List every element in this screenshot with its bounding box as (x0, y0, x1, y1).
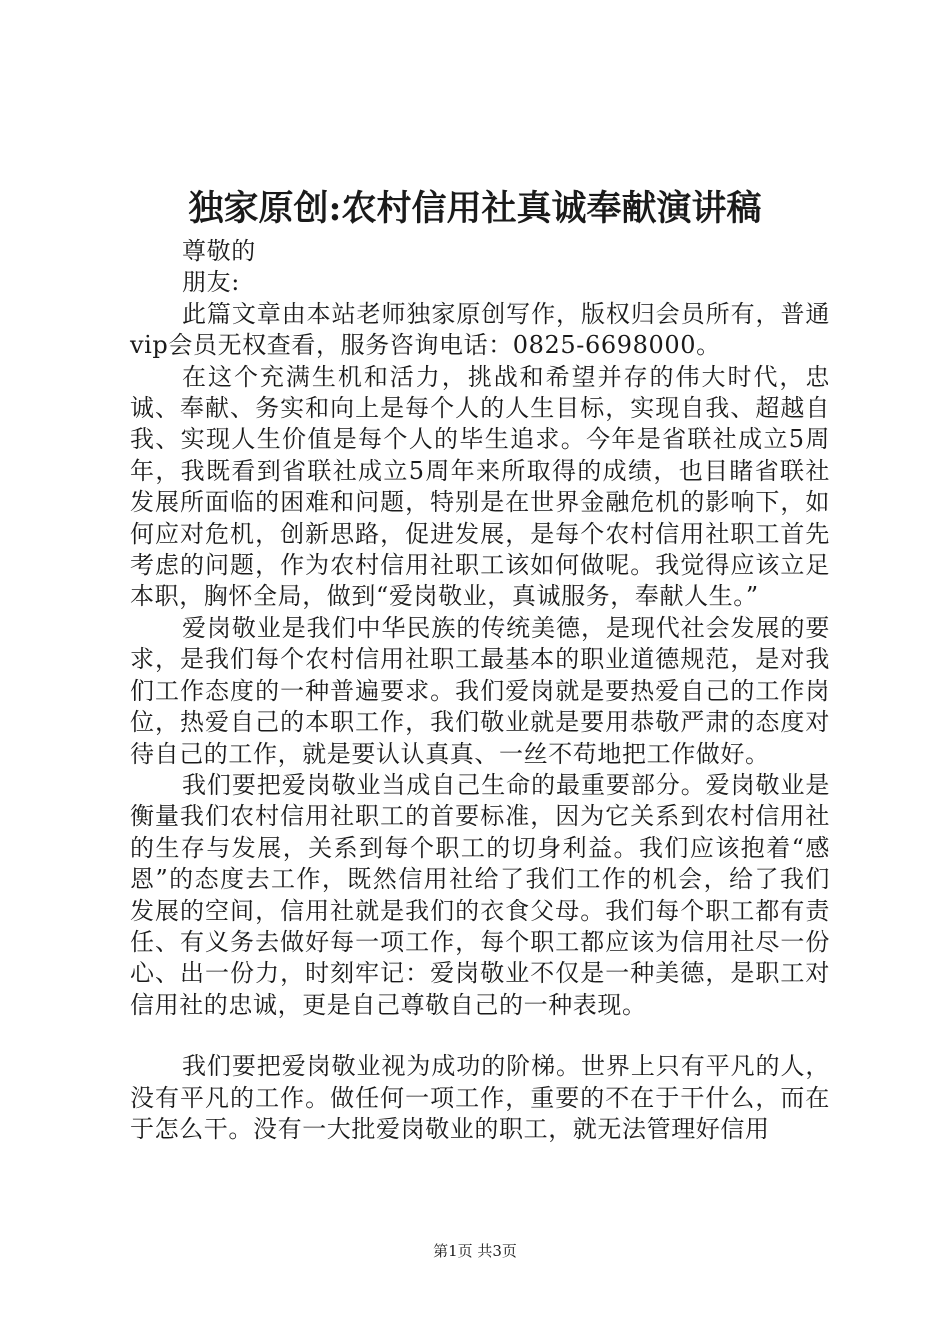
paragraph-intro: 在这个充满生机和活力，挑战和希望并存的伟大时代，忠诚、奉献、务实和向上是每个人的人生目标，实现自我、超越自我、实现人生价值是每个人的毕生追求。今年是省联社成立5周年，我既看到省联社成立5周年来所取得的成绩，也目睹省联社发展所面临的困难和问题，特别是在世界金融危机的影响下，如何应对危机，创新思路，促进发展，是每个农村信用社职工首先考虑的问题，作为农村信用社职工该如何做呢。我觉得应该立足本职，胸怀全局，做到“爱岗敬业，真诚服务，奉献人生。” (130, 362, 830, 611)
paragraph-life-part: 我们要把爱岗敬业当成自己生命的最重要部分。爱岗敬业是衡量我们农村信用社职工的首要标准，因为它关系到农村信用社的生存与发展，关系到每个职工的切身利益。我们应该抱着“感恩”的态度去工作，既然信用社给了我们工作的机会，给了我们发展的空间，信用社就是我们的衣食父母。我们每个职工都有责任、有义务去做好每一项工作，每个职工都应该为信用社尽一份心、出一份力，时刻牢记：爱岗敬业不仅是一种美德，是职工对信用社的忠诚，更是自己尊敬自己的一种表现。 (130, 770, 830, 1019)
salutation-line-1: 尊敬的 (182, 237, 256, 265)
salutation-line-2: 朋友: (182, 268, 240, 297)
paragraph-success-ladder: 我们要把爱岗敬业视为成功的阶梯。世界上只有平凡的人，没有平凡的工作。做任何一项工作，重要的不在于干什么，而在于怎么干。没有一大批爱岗敬业的职工，就无法管理好信用 (130, 1052, 830, 1143)
document-body (130, 236, 830, 1145)
page-number-footer: 第1页 共3页 (433, 1242, 517, 1260)
document-title: 独家原创:农村信用社真诚奉献演讲稿 (188, 188, 762, 229)
paragraph-dedication: 爱岗敬业是我们中华民族的传统美德，是现代社会发展的要求，是我们每个农村信用社职工最基本的职业道德规范，是对我们工作态度的一种普遍要求。我们爱岗就是要热爱自己的工作岗位，热爱自己的本职工作，我们敬业就是要用恭敬严肃的态度对待自己的工作，就是要认认真真、一丝不苟地把工作做好。 (130, 613, 830, 768)
paragraph-copyright-notice: 此篇文章由本站老师独家原创写作，版权归会员所有，普通vip会员无权查看，服务咨询电话：0825-6698000。 (130, 299, 830, 360)
paragraph-gap (130, 1021, 830, 1051)
